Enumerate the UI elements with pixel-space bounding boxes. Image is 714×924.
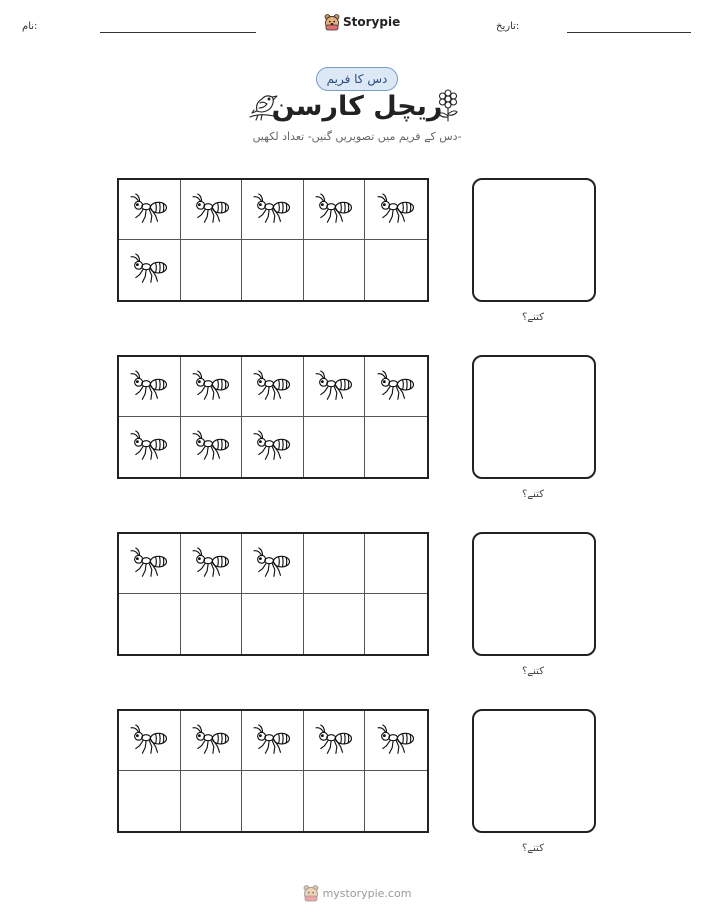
- ten-frame-cell: [242, 417, 304, 477]
- instructions: دس کے فریم میں تصویریں گنیں- تعداد لکھیں-: [252, 130, 462, 143]
- ten-frame-cell: [181, 594, 243, 654]
- ten-frame-cell: [304, 357, 366, 417]
- ant-icon: [128, 724, 170, 758]
- ten-frame-cell: [365, 357, 427, 417]
- ten-frame-cell: [365, 771, 427, 831]
- ant-icon: [313, 370, 355, 404]
- answer-box[interactable]: [472, 178, 596, 302]
- ten-frame-cell: [242, 180, 304, 240]
- ten-frame-cell: [181, 417, 243, 477]
- ten-frame-cell: [242, 771, 304, 831]
- ten-frame-cell: [181, 711, 243, 771]
- name-label: نام:: [22, 21, 38, 32]
- ten-frame-cell: [304, 534, 366, 594]
- ant-icon: [190, 430, 232, 464]
- ten-frame-cell: [119, 711, 181, 771]
- ten-frame-cell: [119, 357, 181, 417]
- topic-pill: دس کا فریم: [316, 67, 399, 91]
- ten-frame-cell: [365, 711, 427, 771]
- page-title: ریچل کارسن: [271, 91, 443, 122]
- how-many-label: کتنے؟: [522, 312, 544, 323]
- answer-box[interactable]: [472, 355, 596, 479]
- ten-frame-cell: [119, 534, 181, 594]
- ten-frame: [117, 709, 429, 833]
- ant-icon: [251, 370, 293, 404]
- ten-frame-cell: [119, 180, 181, 240]
- bear-logo-icon: [303, 884, 319, 902]
- ten-frame-cell: [365, 180, 427, 240]
- ant-icon: [190, 547, 232, 581]
- how-many-label: کتنے؟: [522, 666, 544, 677]
- ten-frame-cell: [365, 417, 427, 477]
- ten-frame-cell: [304, 417, 366, 477]
- ant-icon: [251, 430, 293, 464]
- ant-icon: [313, 724, 355, 758]
- ten-frame-cell: [365, 534, 427, 594]
- how-many-label: کتنے؟: [522, 489, 544, 500]
- footer: [303, 884, 412, 902]
- ten-frame-cell: [242, 357, 304, 417]
- date-line[interactable]: [567, 32, 691, 33]
- footer-url[interactable]: mystorypie.com: [322, 886, 412, 900]
- ant-icon: [375, 370, 417, 404]
- ant-icon: [313, 193, 355, 227]
- ten-frame-cell: [181, 357, 243, 417]
- ten-frame-cell: [181, 240, 243, 300]
- ten-frame-cell: [119, 771, 181, 831]
- ant-icon: [251, 193, 293, 227]
- ant-icon: [128, 253, 170, 287]
- ten-frame-cell: [365, 594, 427, 654]
- ant-icon: [128, 193, 170, 227]
- ant-icon: [128, 370, 170, 404]
- ten-frame-cell: [304, 771, 366, 831]
- ten-frame: [117, 178, 429, 302]
- ant-icon: [251, 547, 293, 581]
- ant-icon: [375, 193, 417, 227]
- name-line[interactable]: [100, 32, 256, 33]
- answer-box[interactable]: [472, 709, 596, 833]
- ant-icon: [128, 547, 170, 581]
- storypie-logo: [324, 13, 400, 31]
- ten-frame: [117, 355, 429, 479]
- ten-frame-cell: [365, 240, 427, 300]
- ten-frame-cell: [304, 180, 366, 240]
- ten-frame-cell: [119, 240, 181, 300]
- ten-frame: [117, 532, 429, 656]
- ten-frame-cell: [304, 711, 366, 771]
- answer-box[interactable]: [472, 532, 596, 656]
- ten-frame-cell: [304, 594, 366, 654]
- ten-frame-cell: [242, 594, 304, 654]
- ten-frame-cell: [242, 711, 304, 771]
- ten-frame-cell: [181, 180, 243, 240]
- ant-icon: [375, 724, 417, 758]
- ant-icon: [190, 370, 232, 404]
- bear-logo-icon: [324, 13, 340, 31]
- ant-icon: [190, 724, 232, 758]
- ant-icon: [190, 193, 232, 227]
- how-many-label: کتنے؟: [522, 843, 544, 854]
- ten-frame-cell: [181, 534, 243, 594]
- brand-name: Storypie: [343, 15, 401, 29]
- ten-frame-cell: [242, 240, 304, 300]
- date-label: تاریخ:: [496, 21, 520, 32]
- ten-frame-cell: [119, 594, 181, 654]
- ten-frame-cell: [181, 771, 243, 831]
- ten-frame-cell: [242, 534, 304, 594]
- ant-icon: [251, 724, 293, 758]
- ten-frame-cell: [119, 417, 181, 477]
- ten-frame-cell: [304, 240, 366, 300]
- flower-icon: [433, 89, 463, 127]
- ant-icon: [128, 430, 170, 464]
